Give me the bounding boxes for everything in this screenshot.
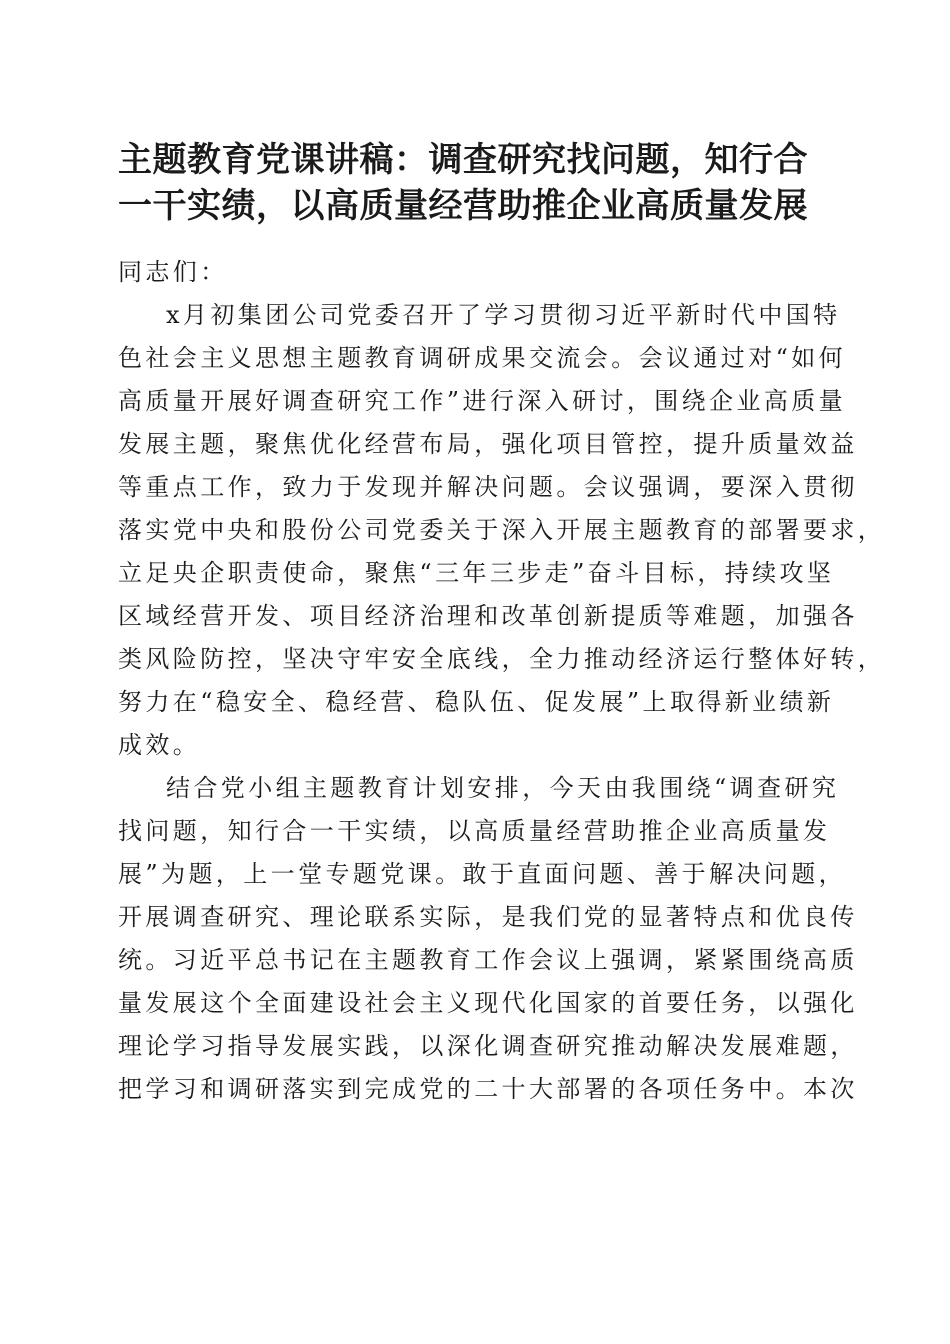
paragraph-line: 结合党小组主题教育计划安排，今天由我围绕“调查研究 (166, 774, 840, 802)
paragraph-line: 努力在“稳安全、稳经营、稳队伍、促发展”上取得新业绩新 (118, 688, 835, 716)
paragraph-line: 理论学习指导发展实践，以深化调查研究推动解决发展难题， (118, 1032, 858, 1060)
paragraph-line: 统。习近平总书记在主题教育工作会议上强调，紧紧围绕高质 (118, 946, 858, 974)
paragraph-line: 区域经营开发、项目经济治理和改革创新提质等难题，加强各 (118, 602, 858, 630)
paragraph-line: 等重点工作，致力于发现并解决问题。会议强调，要深入贯彻 (118, 473, 858, 501)
document-title (118, 137, 838, 229)
paragraph-line: 立足央企职责使命，聚焦“三年三步走”奋斗目标，持续攻坚 (118, 559, 835, 587)
title-line-2: 一干实绩，以高质量经营助推企业高质量发展 (118, 186, 808, 226)
paragraph-line: 高质量开展好调查研究工作”进行深入研讨，围绕企业高质量 (118, 387, 847, 415)
paragraph-line: 成效。 (118, 731, 201, 759)
paragraph-1 (118, 294, 886, 767)
paragraph-line: x月初集团公司党委召开了学习贯彻习近平新时代中国特 (166, 301, 841, 329)
salutation: 同志们： (118, 258, 228, 286)
paragraph-line: 落实党中央和股份公司党委关于深入开展主题教育的部署要求， (118, 516, 886, 544)
title-line-1: 主题教育党课讲稿：调查研究找问题，知行合 (118, 140, 808, 180)
paragraph-line: 发展主题，聚焦优化经营布局，强化项目管控，提升质量效益 (118, 430, 858, 458)
paragraph-line: 把学习和调研落实到完成党的二十大部署的各项任务中。本次 (118, 1075, 858, 1103)
paragraph-line: 量发展这个全面建设社会主义现代化国家的首要任务，以强化 (118, 989, 858, 1017)
paragraph-2 (118, 767, 858, 1111)
paragraph-line: 找问题，知行合一干实绩，以高质量经营助推企业高质量发 (118, 817, 831, 845)
paragraph-line: 类风险防控，坚决守牢安全底线，全力推动经济运行整体好转， (118, 645, 886, 673)
paragraph-line: 色社会主义思想主题教育调研成果交流会。会议通过对“如何 (118, 344, 847, 372)
paragraph-line: 展”为题，上一堂专题党课。敢于直面问题、善于解决问题， (118, 860, 847, 888)
document-body (118, 251, 886, 1111)
paragraph-line: 开展调查研究、理论联系实际，是我们党的显著特点和优良传 (118, 903, 858, 931)
